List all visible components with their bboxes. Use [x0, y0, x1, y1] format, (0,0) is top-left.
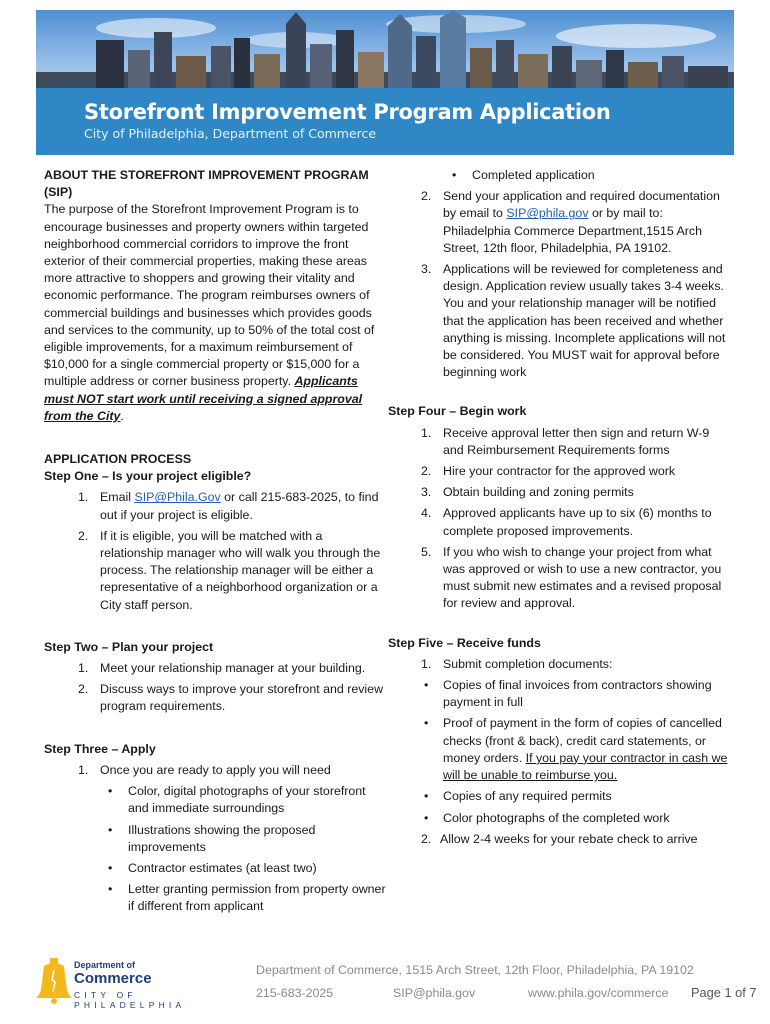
bullet-text-part: Proof of payment in the form of copies of cancelled checks (front & back), credit card statements, or money orders. — [443, 716, 722, 765]
list-text: Hire your contractor for the approved work — [443, 464, 676, 479]
list-item — [44, 762, 386, 779]
bullet-icon: • — [452, 168, 457, 182]
list-number: 1. — [78, 490, 89, 505]
bullet-item — [44, 822, 386, 856]
bullet-icon: • — [424, 716, 429, 731]
liberty-bell-icon — [36, 958, 72, 1004]
bullet-icon: • — [424, 789, 429, 804]
bullet-item — [388, 810, 728, 827]
right-column — [388, 167, 728, 848]
bullet-item — [44, 783, 386, 817]
list-item — [388, 261, 728, 381]
email-link[interactable]: SIP@phila.gov — [506, 206, 589, 221]
list-text: Meet your relationship manager at your building. — [100, 661, 366, 676]
list-number: 2. — [421, 831, 432, 846]
email-link[interactable]: SIP@Phila.Gov — [134, 490, 221, 505]
bullet-item — [388, 677, 728, 711]
list-text: If it is eligible, you will be matched with a relationship manager who will walk you through the process. The relationship manager will be either a representative of a neighborhood organization or a City staff person. — [100, 528, 381, 612]
list-text-part: Send your application and required documentation by email to — [443, 189, 720, 221]
step-three-title: Step Three – Apply — [44, 741, 156, 756]
bullet-icon: • — [108, 860, 113, 875]
list-item — [388, 505, 728, 539]
footer-address: Department of Commerce, 1515 Arch Street, 12th Floor, Philadelphia, PA 19102 — [256, 963, 694, 977]
list-text — [100, 489, 386, 523]
logo-city-text: CITY OF PHILADELPHIA — [74, 990, 186, 1010]
list-item — [388, 544, 728, 613]
list-item — [44, 681, 386, 715]
list-number: 5. — [421, 544, 432, 559]
footer-website: www.phila.gov/commerce — [528, 986, 669, 1000]
bullet-text: Color, digital photographs of your storefront and immediate surroundings — [128, 784, 366, 816]
list-text: Submit completion documents: — [443, 656, 613, 671]
list-number: 3. — [421, 262, 432, 277]
bullet-icon: • — [108, 822, 113, 837]
list-number: 1. — [78, 661, 89, 676]
logo-commerce-text: Commerce — [74, 970, 152, 987]
list-item — [388, 831, 728, 848]
list-item — [388, 425, 728, 459]
list-number: 2. — [78, 682, 89, 697]
bullet-text: Copies of final invoices from contractors showing payment in full — [443, 678, 712, 710]
list-text: Obtain building and zoning permits — [443, 485, 634, 500]
list-item — [44, 660, 386, 677]
list-text — [443, 188, 728, 257]
bullet-text: Letter granting permission from property owner if different from applicant — [128, 882, 386, 914]
step-five-title: Step Five – Receive funds — [388, 635, 541, 650]
footer-email: SIP@phila.gov — [393, 986, 476, 1000]
about-paragraph — [44, 201, 386, 425]
step-two-title: Step Two – Plan your project — [44, 639, 214, 654]
bullet-text: Color photographs of the completed work — [443, 810, 670, 825]
bullet-icon: • — [424, 678, 429, 693]
bullet-text: Copies of any required permits — [443, 789, 612, 804]
bullet-icon: • — [108, 882, 113, 897]
page-subtitle: City of Philadelphia, Department of Commerce — [84, 126, 377, 141]
page-footer — [0, 950, 770, 1024]
list-text: Applications will be reviewed for completeness and design. Application review usually takes 3-4 weeks. You and your relationship manager will be notified that the application has been received and whether anything is missing. Incomplete applications will not be considered. You MUST wait for approval before beginning work — [443, 262, 726, 380]
list-item — [388, 484, 728, 501]
list-number: 2. — [421, 464, 432, 479]
list-number: 1. — [421, 656, 432, 671]
list-item — [44, 489, 386, 523]
bullet-item — [44, 881, 386, 915]
list-text: Once you are ready to apply you will need — [100, 762, 331, 777]
skyline-illustration — [36, 10, 734, 88]
list-item — [388, 656, 728, 673]
list-text-part: or call 215-683-2025, to find out if your project is eligible. — [100, 490, 379, 522]
skyline-banner-image — [36, 10, 734, 88]
logo-dept-text: Department of — [74, 960, 136, 970]
about-body: The purpose of the Storefront Improvement Program is to encourage businesses and property owners within targeted neighborhood commercial corridors to improve the front exterior of their commercial properties, making these areas more attractive to shoppers and growing their vitality and economic performance. The program reimburses owners of commercial buildings and businesses which provides goods and services to the community, up to 50% of the total cost of eligible improvements, for a maximum reimbursement of $10,000 for a single commercial property or $15,000 for a multiple address or corner business property. — [44, 202, 375, 389]
bullet-text: Contractor estimates (at least two) — [128, 860, 317, 875]
list-number: 2. — [421, 189, 432, 204]
step-one-title: Step One – Is your project eligible? — [44, 469, 252, 484]
list-item — [388, 188, 728, 257]
list-item — [388, 463, 728, 480]
list-text: Discuss ways to improve your storefront and review program requirements. — [100, 682, 384, 714]
bullet-item — [388, 167, 728, 184]
process-heading: APPLICATION PROCESS — [44, 452, 192, 467]
bullet-text: Completed application — [472, 168, 595, 182]
bullet-text — [443, 715, 728, 784]
list-text: Receive approval letter then sign and return W-9 and Reimbursement Requirements forms — [443, 425, 710, 457]
bullet-item — [388, 715, 728, 784]
bullet-item — [388, 788, 728, 805]
page-title: Storefront Improvement Program Application — [84, 100, 611, 124]
about-heading: ABOUT THE STOREFRONT IMPROVEMENT PROGRAM (SIP) — [44, 168, 369, 200]
list-item — [44, 528, 386, 614]
about-warning: Applicants must NOT start work until receiving a signed approval from the City — [44, 374, 363, 423]
list-number: 2. — [78, 528, 89, 543]
list-number: 3. — [421, 485, 432, 500]
commerce-logo — [36, 958, 246, 1008]
list-text: Allow 2-4 weeks for your rebate check to arrive — [440, 831, 698, 846]
list-text-part: Email — [100, 490, 135, 505]
list-number: 1. — [78, 762, 89, 777]
bullet-text: Illustrations showing the proposed improvements — [128, 822, 316, 854]
left-column — [44, 167, 386, 916]
list-number: 1. — [421, 425, 432, 440]
bullet-item — [44, 860, 386, 877]
footer-phone: 215-683-2025 — [256, 986, 334, 1000]
cash-warning: If you pay your contractor in cash we will be unable to reimburse you. — [443, 750, 728, 783]
bullet-icon: • — [108, 784, 113, 799]
about-warning-end: . — [120, 408, 124, 423]
list-text: If you who wish to change your project from what was approved or wish to use a new contractor, you must submit new estimates and a revised proposal for review and approval. — [443, 544, 722, 611]
list-text: Approved applicants have up to six (6) months to complete proposed improvements. — [443, 506, 712, 538]
list-number: 4. — [421, 506, 432, 521]
title-bar — [36, 88, 734, 155]
page-number: Page 1 of 7 — [691, 985, 757, 1000]
step-four-title: Step Four – Begin work — [388, 404, 527, 419]
list-text-part: or by mail to: Philadelphia Commerce Department,1515 Arch Street, 12th floor, Philadelphia, PA 19102. — [443, 206, 702, 255]
bullet-icon: • — [424, 810, 429, 825]
